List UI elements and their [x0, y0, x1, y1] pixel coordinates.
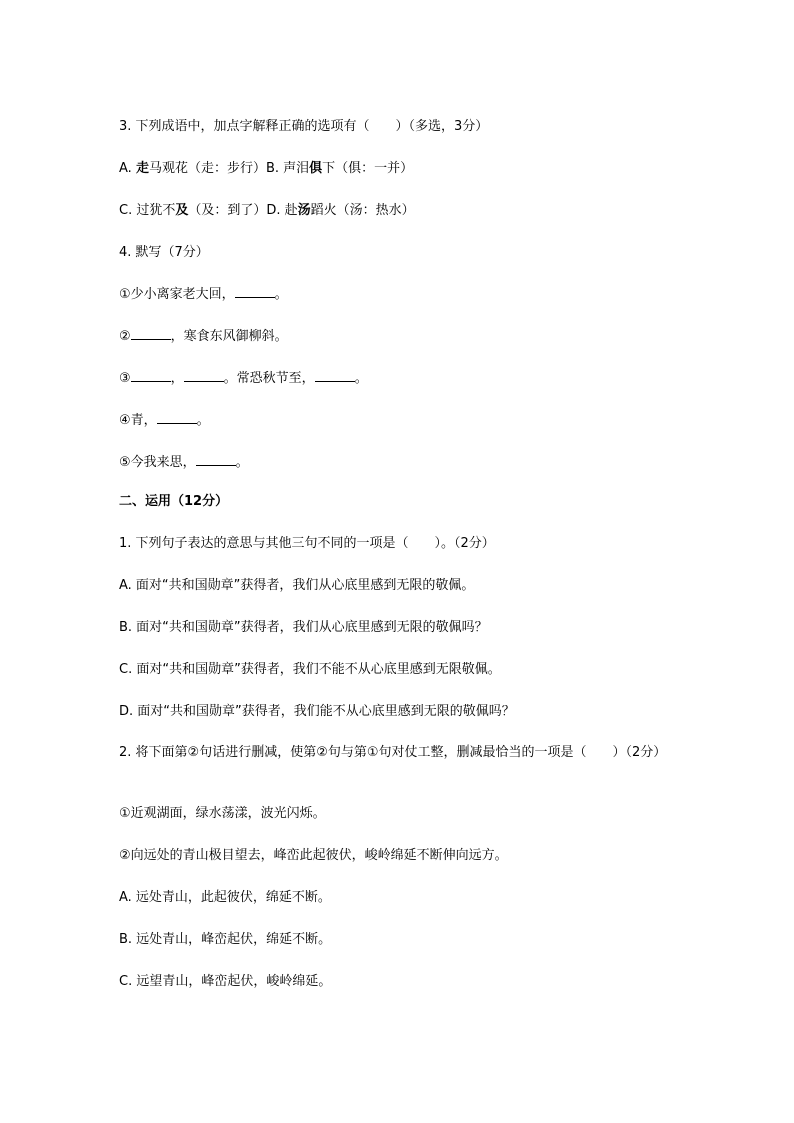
answer-blank[interactable]: [131, 371, 171, 382]
answer-blank[interactable]: [196, 455, 236, 466]
q3-option-c-rest: （及：到了）: [188, 203, 267, 218]
q3-option-d-dotted: 汤: [297, 203, 311, 218]
s2-q1-stem: 1. 下列句子表达的意思与其他三句不同的一项是（ ）。（2分）: [119, 536, 495, 551]
s2-q2-option-a: A. 远处青山，此起彼伏，绵延不断。: [119, 890, 331, 905]
answer-blank[interactable]: [157, 413, 197, 424]
q4-line-1-end: 。: [274, 287, 288, 302]
q4-line-3-text: 。常恐秋节至，: [223, 371, 315, 386]
q3-option-d-label: D. 赴: [266, 203, 298, 218]
q4-line-5-end: 。: [235, 455, 249, 470]
answer-blank[interactable]: [131, 329, 171, 340]
q3-option-b-label: B. 声泪: [265, 161, 310, 176]
q4-line-3-num: ③: [119, 371, 131, 386]
q4-line-1: [119, 286, 288, 304]
q4-line-5: [119, 454, 249, 472]
q3-option-c-dotted: 及: [175, 203, 189, 218]
q3-options-cd: [119, 202, 415, 220]
q3-option-c-label: C. 过犹不: [119, 203, 176, 218]
s2-q2-option-b: B. 远处青山，峰峦起伏，绵延不断。: [119, 932, 332, 947]
q4-line-4-text: ④青，: [119, 413, 157, 428]
q4-line-5-text: ⑤今我来思，: [119, 455, 196, 470]
q4-line-3-comma: ，: [170, 371, 184, 386]
s2-q2-stem: 2. 将下面第②句话进行删减，使第②句与第①句对仗工整，删减最恰当的一项是（ ）（2分）: [119, 745, 667, 760]
section-heading: 二、运用（12分）: [119, 494, 229, 509]
q4-line-3: [119, 370, 368, 388]
s2-q2-sentence-1: ①近观湖面，绿水荡漾，波光闪烁。: [119, 806, 326, 821]
q3-option-b-rest: 下（俱：一并）: [322, 161, 414, 176]
s2-q1-option-b: B. 面对“共和国勋章”获得者，我们从心底里感到无限的敬佩吗？: [119, 620, 488, 635]
answer-blank[interactable]: [315, 371, 355, 382]
s2-q1-option-a: A. 面对“共和国勋章”获得者，我们从心底里感到无限的敬佩。: [119, 578, 475, 593]
q3-option-a-rest: 马观花（走：步行）: [148, 161, 266, 176]
s2-q1-option-d: D. 面对“共和国勋章”获得者，我们能不从心底里感到无限的敬佩吗？: [119, 704, 515, 719]
q4-line-2-num: ②: [119, 329, 131, 344]
s2-q2-sentence-2: ②向远处的青山极目望去，峰峦此起彼伏，峻岭绵延不断伸向远方。: [119, 848, 508, 863]
q4-line-4-end: 。: [196, 413, 210, 428]
q4-line-3-end: 。: [354, 371, 368, 386]
q4-line-1-text: ①少小离家老大回，: [119, 287, 235, 302]
s2-q2-option-c: C. 远望青山，峰峦起伏，峻岭绵延。: [119, 974, 332, 989]
q4-line-4: [119, 412, 210, 430]
answer-blank[interactable]: [184, 371, 224, 382]
q3-option-a-label: A.: [119, 161, 136, 176]
q4-stem: 4. 默写（7分）: [119, 245, 209, 260]
q4-line-2-text: ，寒食东风御柳斜。: [170, 329, 288, 344]
q4-line-2: [119, 328, 288, 346]
q3-option-b-dotted: 俱: [309, 161, 323, 176]
q3-option-a-dotted: 走: [135, 161, 149, 176]
answer-blank[interactable]: [235, 287, 275, 298]
q3-stem: 3. 下列成语中，加点字解释正确的选项有（ ）（多选，3分）: [119, 119, 489, 134]
q3-option-d-rest: 蹈火（汤：热水）: [310, 203, 415, 218]
s2-q1-option-c: C. 面对“共和国勋章”获得者，我们不能不从心底里感到无限敬佩。: [119, 662, 501, 677]
q3-options-ab: [119, 160, 413, 178]
